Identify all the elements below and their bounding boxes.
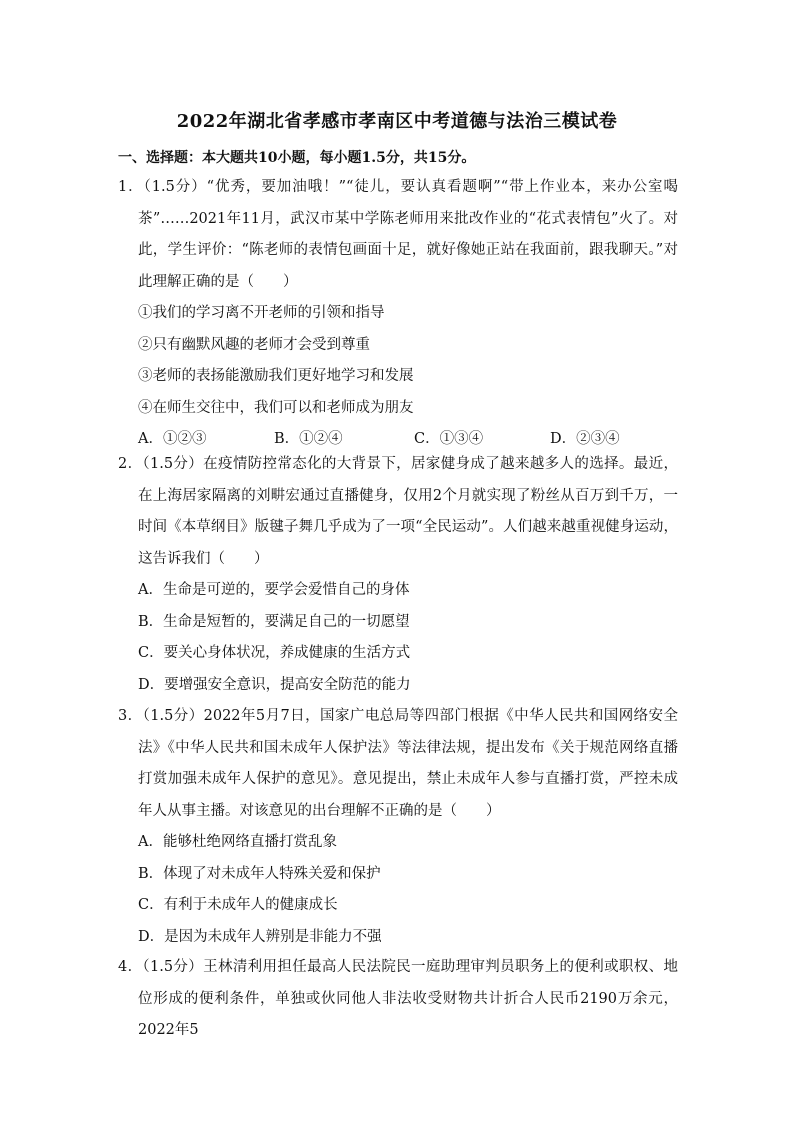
- question-stem: 1．（1.5分）“优秀，要加油哦！”“徒儿，要认真看题啊”“带上作业本，来办公室喝茶”……2021年11月，武汉市某中学陈老师用来批改作业的“花式表情包”火了。对此，学生评价：“陈老师的表情包画面十足，就好像她正站在我面前，跟我聊天。”对此理解正确的是（ ）: [118, 179, 678, 290]
- choice-b: B．①②④: [274, 431, 343, 447]
- choice-a: A．①②③: [138, 431, 207, 447]
- statement-item: ②只有幽默风趣的老师才会受到尊重: [138, 336, 370, 353]
- statement-item: ④在师生交往中，我们可以和老师成为朋友: [138, 399, 414, 416]
- question-stem: 2．（1.5分）在疫情防控常态化的大背景下，居家健身成了越来越多人的选择。最近，在上海居家隔离的刘畊宏通过直播健身，仅用2个月就实现了粉丝从百万到千万，一时间《本草纲目》版毽子舞几乎成为了一项“全民运动”。人们越来越重视健身运动，这告诉我们（ ）: [118, 456, 678, 567]
- question-stem: 4．（1.5分）王林清利用担任最高人民法院民一庭助理审判员职务上的便利或职权、地位形成的便利条件，单独或伙同他人非法收受财物共计折合人民币2190万余元，2022年5: [118, 959, 678, 1038]
- option-a: A．生命是可逆的，要学会爱惜自己的身体: [138, 582, 410, 598]
- section-heading: 一、选择题：本大题共10小题，每小题1.5分，共15分。: [118, 150, 476, 166]
- question-1: [118, 172, 678, 456]
- statement-item: ③老师的表扬能激励我们更好地学习和发展: [138, 368, 414, 384]
- option-b: B．体现了对未成年人特殊关爱和保护: [138, 865, 381, 882]
- option-d: D．是因为未成年人辨别是非能力不强: [138, 928, 382, 945]
- option-b: B．生命是短暂的，要满足自己的一切愿望: [138, 613, 410, 630]
- question-stem: 3．（1.5分）2022年5月7日，国家广电总局等四部门根据《中华人民共和国网络安全法》《中华人民共和国未成年人保护法》等法律法规，提出发布《关于规范网络直播打赏加强未成年人保护的意见》。意见提出，禁止未成年人参与直播打赏，严控未成年人从事主播。对该意见的出台理解不正确的是（ ）: [118, 708, 678, 819]
- choice-c: C．①③④: [414, 431, 484, 447]
- question-2: [118, 449, 678, 701]
- statement-item: ①我们的学习离不开老师的引领和指导: [138, 305, 385, 321]
- question-4: [118, 952, 678, 1047]
- option-c: C．有利于未成年人的健康成长: [138, 897, 338, 913]
- option-a: A．能够杜绝网络直播打赏乱象: [138, 834, 337, 850]
- option-c: C．要关心身体状况，养成健康的生活方式: [138, 645, 411, 661]
- option-d: D．要增强安全意识，提高安全防范的能力: [138, 676, 411, 693]
- question-3: [118, 701, 678, 953]
- page-title: 2022年湖北省孝感市孝南区中考道德与法治三模试卷: [176, 111, 618, 132]
- choice-d: D．②③④: [550, 431, 620, 447]
